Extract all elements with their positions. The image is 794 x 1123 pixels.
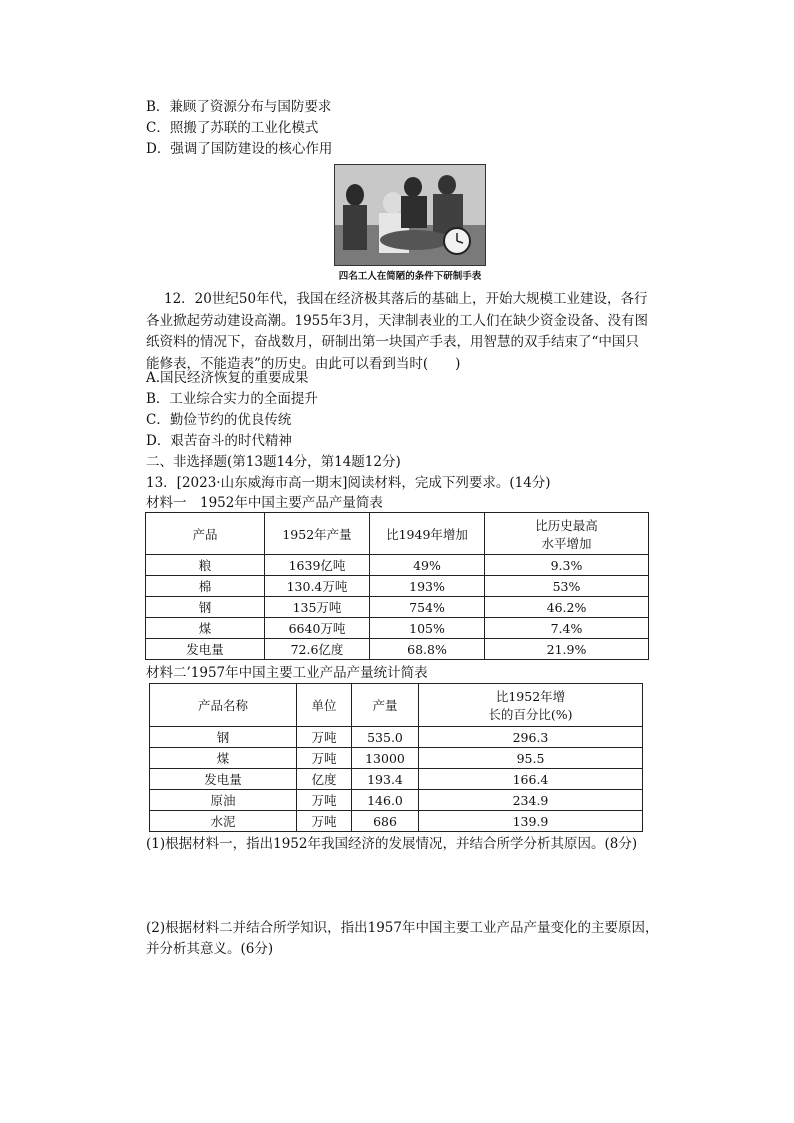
option-d-top: D．强调了国防建设的核心作用	[146, 141, 333, 157]
table-row	[150, 790, 643, 811]
table-row	[150, 769, 643, 790]
table-cell: 7.4%	[485, 618, 649, 639]
table-cell: 21.9%	[485, 639, 649, 660]
table-cell: 原油	[150, 790, 297, 811]
table-cell: 钢	[150, 727, 297, 748]
table-cell: 水泥	[150, 811, 297, 832]
table-cell: 9.3%	[485, 555, 649, 576]
table-header-line: 水平增加	[541, 535, 592, 551]
sub-question-1: (1)根据材料一，指出1952年我国经济的发展情况，并结合所学分析其原因。(8分)	[146, 836, 638, 852]
table-row	[150, 727, 643, 748]
table-cell: 6640万吨	[265, 618, 370, 639]
table-header: 比1949年增加	[370, 513, 485, 555]
table-header-row	[150, 684, 643, 727]
table-cell: 68.8%	[370, 639, 485, 660]
table-row	[146, 639, 649, 660]
photo-caption: 四名工人在简陋的条件下研制手表	[338, 271, 482, 282]
table-header: 产品	[146, 513, 265, 555]
table-cell: 53%	[485, 576, 649, 597]
question-12-text: 12．20世纪50年代，我国在经济极其落后的基础上，开始大规模工业建设，各行各业掀起劳动建设高潮。1955年3月，天津制表业的工人们在缺少资金设备、没有图纸资料的情况下，奋战数月，研制出第一块国产手表，用智慧的双手结束了“中国只能修表，不能造表”的历史。由此可以看到当时( )	[146, 291, 648, 372]
question-13-stem: 13．[2023·山东威海市高一期末]阅读材料，完成下列要求。(14分)	[146, 475, 551, 491]
table-cell: 煤	[146, 618, 265, 639]
question-12-stem	[146, 289, 652, 375]
table-header-row	[146, 513, 649, 555]
table-cell: 粮	[146, 555, 265, 576]
option-a: A.国民经济恢复的重要成果	[146, 370, 309, 386]
option-d: D．艰苦奋斗的时代精神	[146, 433, 292, 449]
table-header: 产品名称	[150, 684, 297, 727]
table-cell: 1639亿吨	[265, 555, 370, 576]
table-header: 单位	[297, 684, 352, 727]
table-cell: 万吨	[297, 748, 352, 769]
workers-photo-illustration	[335, 165, 485, 265]
option-b: B．工业综合实力的全面提升	[146, 391, 318, 407]
table-cell: 139.9	[419, 811, 643, 832]
table-cell: 钢	[146, 597, 265, 618]
table-cell: 166.4	[419, 769, 643, 790]
option-c: C．勤俭节约的优良传统	[146, 412, 292, 428]
workers-photo	[334, 164, 486, 266]
table-cell: 发电量	[150, 769, 297, 790]
table-cell: 135万吨	[265, 597, 370, 618]
material-1-table	[145, 512, 649, 660]
table-header: 1952年产量	[265, 513, 370, 555]
table-cell: 105%	[370, 618, 485, 639]
table-cell: 193.4	[352, 769, 419, 790]
table-cell: 万吨	[297, 790, 352, 811]
sub-question-2-line-1: (2)根据材料二并结合所学知识，指出1957年中国主要工业产品产量变化的主要原因，	[146, 920, 659, 936]
table-row	[146, 576, 649, 597]
table-header-line: 比1952年增	[495, 689, 566, 704]
table-header-line: 比历史最高	[535, 517, 598, 533]
table-cell: 130.4万吨	[265, 576, 370, 597]
table-cell: 535.0	[352, 727, 419, 748]
sub-question-2-line-2: 并分析其意义。(6分)	[146, 941, 274, 957]
table-header: 产量	[352, 684, 419, 727]
section-heading: 二、非选择题(第13题14分，第14题12分)	[146, 454, 401, 470]
table-header-line: 长的百分比(%)	[488, 707, 573, 722]
table-cell: 72.6亿度	[265, 639, 370, 660]
table-row	[146, 555, 649, 576]
table-cell: 亿度	[297, 769, 352, 790]
material-1-title: 材料一 1952年中国主要产品产量简表	[146, 495, 383, 511]
table-cell: 193%	[370, 576, 485, 597]
table-row	[146, 597, 649, 618]
table-cell: 13000	[352, 748, 419, 769]
option-b-top: B．兼顾了资源分布与国防要求	[146, 99, 332, 115]
table-cell: 754%	[370, 597, 485, 618]
table-cell: 万吨	[297, 727, 352, 748]
table-row	[150, 811, 643, 832]
table-header	[485, 513, 649, 555]
material-2-title: 材料二’1957年中国主要工业产品产量统计简表	[146, 665, 428, 681]
table-cell: 棉	[146, 576, 265, 597]
table-cell: 686	[352, 811, 419, 832]
table-header	[419, 684, 643, 727]
table-cell: 发电量	[146, 639, 265, 660]
option-c-top: C．照搬了苏联的工业化模式	[146, 120, 319, 136]
table-row	[146, 618, 649, 639]
table-cell: 万吨	[297, 811, 352, 832]
table-cell: 46.2%	[485, 597, 649, 618]
table-cell: 146.0	[352, 790, 419, 811]
table-cell: 234.9	[419, 790, 643, 811]
table-cell: 煤	[150, 748, 297, 769]
table-cell: 296.3	[419, 727, 643, 748]
table-cell: 95.5	[419, 748, 643, 769]
material-2-table	[149, 683, 643, 832]
table-cell: 49%	[370, 555, 485, 576]
table-row	[150, 748, 643, 769]
